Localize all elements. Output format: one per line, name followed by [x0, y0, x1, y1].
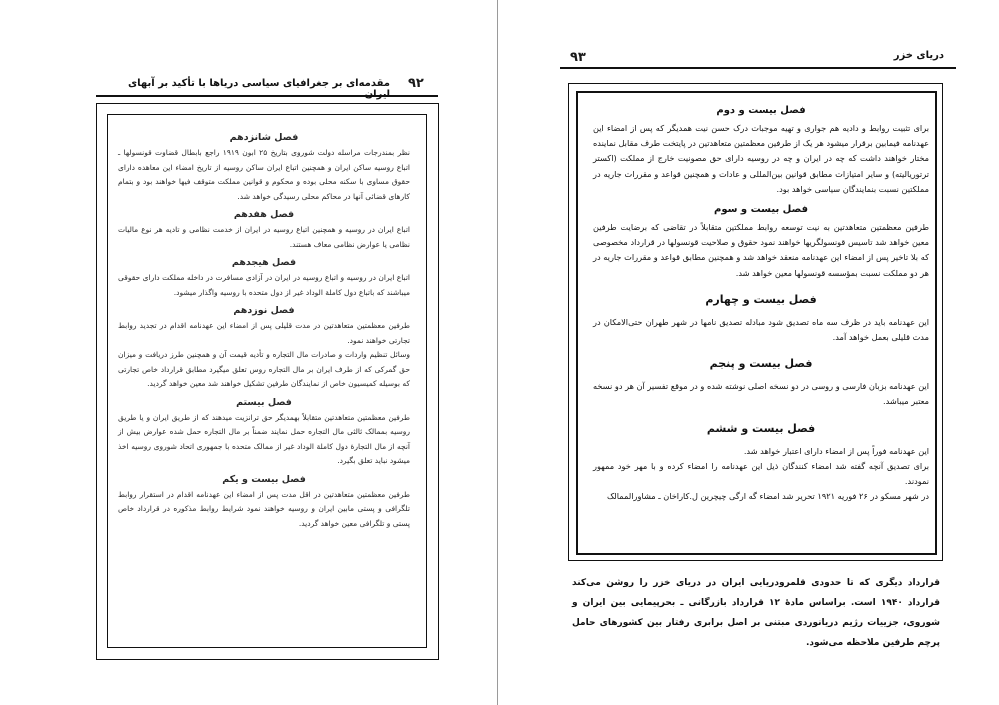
article-title: فصل بیست و یکم — [222, 473, 306, 485]
left-header-rule — [96, 95, 438, 97]
article-paragraph: این عهدنامه فوراً پس از امضاء دارای اعتبار خواهد شد. — [743, 445, 929, 456]
left-page — [0, 0, 498, 705]
left-page-body — [118, 127, 410, 531]
article-title: فصل بیست و سوم — [713, 204, 809, 216]
article-title: فصل نوزدهم — [233, 305, 295, 316]
article-title: فصل هفدهم — [233, 209, 295, 220]
article-paragraph: اتباع ایران در روسیه و اتباع روسیه در ایران در آزادی مسافرت در داخله مملکت دارای حقوقی میباشند که باتباع دول کاملة الوداد غیر از دول متحده با روسیه واگذار میشود. — [118, 273, 410, 297]
article-title: فصل هیجدهم — [231, 257, 297, 268]
left-page-number: ۹۲ — [408, 76, 424, 91]
right-running-header: دریای خزر — [893, 50, 944, 61]
article-19 — [118, 302, 410, 392]
article-title: فصل بیست و ششم — [706, 421, 816, 435]
article-title: فصل بیست و دوم — [716, 105, 806, 116]
article-21 — [118, 471, 410, 532]
article-paragraph: برای تثبیت روابط و دادیه هم جواری و تهیه موجبات درک حسن نیت همدیگر که پس از امضاء این عهدنامه فیمابین برقرار میشود هر یک از طرفین معظمتین متعاهدتین در پایتخت طرف مقابل نماینده مختار خواهند داشت که چه در ایران و چه در روسیه دارای حق مصونیت خارج از مملکت (اکستر ترتوریالیته) و سایر امتیازات مطابق قوانین بین‌المللی و عادات و همچنین قواعد و مقررات جاریه در مملکتین نسبت بنمایندگان سیاسی خواهد بود. — [593, 123, 929, 194]
article-20 — [118, 394, 410, 469]
right-footer-paragraph: قرارداد دیگری که تا حدودی قلمرودریایی ایران در دریای خزر را روشن می‌کند قرارداد ۱۹۴۰ است. براساس مادهٔ ۱۲ قرارداد بازرگانی ـ بحرپیمایی بین ایران و شوروی، جزییات رژیم دریانوردی مبتنی بر اصل برابری رفتار بین کشورهای حامل پرچم طرفین ملاحظه می‌شود. — [572, 578, 940, 648]
right-page-number: ۹۳ — [570, 50, 586, 65]
article-paragraph: برای تصدیق آنچه گفته شد امضاء کنندگان ذیل این عهدنامه را امضاء کرده و با مهر خود ممهور نمودند. — [593, 460, 929, 487]
article-24 — [593, 291, 929, 345]
article-18 — [118, 254, 410, 300]
article-26 — [593, 420, 929, 505]
left-running-header: مقدمه‌ای بر جغرافیای سیاسی دریاها با تأکید بر آبهای ایران — [128, 78, 390, 100]
right-page-body — [593, 98, 929, 504]
article-paragraph: اتباع ایران در روسیه و همچنین اتباع روسیه در ایران از خدمت نظامی و تادیه هر نوع مالیات نظامی یا عوارض نظامی معاف هستند. — [118, 225, 410, 249]
article-title: فصل بیستم — [236, 396, 292, 408]
article-17 — [118, 206, 410, 252]
article-16 — [118, 129, 410, 204]
article-title: فصل بیست و چهارم — [705, 292, 817, 306]
article-paragraph: وسائل تنظیم واردات و صادرات مال التجاره و تأدیه قیمت آن و همچنین طرز دریافت و میزان حق گمرکی که از طرف ایران بر مال التجاره روس تعلق میگیرد مطابق قرارداد خاص تجارتی که بوسیله کمیسیون خاص از نمایندگان طرفین تشکیل خواهند شد معین خواهد گردید. — [118, 350, 410, 388]
article-paragraph: طرفین معظمتین متعاهدتین در اقل مدت پس از امضاء این عهدنامه اقدام در استقرار روابط تلگرافی و پستی مابین ایران و روسیه خواهند نمود شرایط روابط مذکوره در قرارداد خاص پستی و تلگرافی معین خواهد گردید. — [118, 489, 410, 528]
article-title: فصل شانزدهم — [229, 132, 299, 143]
article-paragraph: طرفین معظمتین متعاهدتین در مدت قلیلی پس از امضاء این عهدنامه اقدام در تجدید روابط تجارتی خواهند نمود. — [118, 321, 410, 345]
article-paragraph: طرفین معظمتین متعاهدتین متقابلاً بهمدیگر حق ترانزیت میدهند که از طریق ایران و یا طریق روسیه بممالک ثالثی مال التجاره حمل نمایند ضمناً بر مال التجاره حمل شده عوارض بیش از آنچه از مال التجارهٔ دول کاملة الوداد غیر از ممالک متحده با جمهوری اتحاد شوروی روسیه اخذ میشود نباید تعلق بگیرد. — [118, 412, 410, 465]
article-title: فصل بیست و پنجم — [709, 357, 813, 371]
right-header-rule — [560, 67, 956, 69]
signature-line: در شهر مسکو در ۲۶ فوریه ۱۹۲۱ تحریر شد امضاء گه ارگی چیچرین ل.کاراخان ـ مشاورالممالک — [606, 491, 929, 502]
article-22 — [593, 102, 929, 197]
article-25 — [593, 355, 929, 409]
article-23 — [593, 201, 929, 281]
article-paragraph: این عهدنامه بزبان فارسی و روسی در دو نسخه اصلی نوشته شده و در موقع تفسیر آن هر دو نسخه معتبر میباشد. — [593, 381, 929, 407]
article-paragraph: نظر بمندرجات مراسله دولت شوروی بتاریخ ۲۵ ابون ۱۹۱۹ راجع بابطال قضاوت قونسولها ـ اتباع روسیه ساکن ایران و همچنین اتباع ایران ساکن روسیه از تاریخ امضاء این معاهده دارای حقوق مساوی با سکنه محلی بوده و محکوم و قوانین مملکت متوقف فیها خواهند بود و بتمام کارهای قضائی آنها در محاکم محلی رسیدگی خواهد شد. — [118, 148, 410, 201]
article-paragraph: طرفین معظمتین متعاهدتین به نیت توسعه روابط مملکتین متقابلاً در تقاضی که برضایت طرفین معین خواهد شد تاسیس قونسولگریها خواهند نمود حقوق و صلاحیت قونسولها در قرارداد مخصوصی که بلا تاخیر پس از امضاء این عهدنامه منعقد خواهد شد و همچنین مطابق قواعد و مقررات جاریه در هر دو مملکت نسبت بمؤسسه قونسولها معین خواهد شد. — [593, 222, 929, 278]
article-paragraph: این عهدنامه باید در ظرف سه ماه تصدیق شود مبادله تصدیق نامها در شهر طهران حتی‌الامکان در مدت قلیلی بعمل خواهد آمد. — [593, 316, 929, 343]
